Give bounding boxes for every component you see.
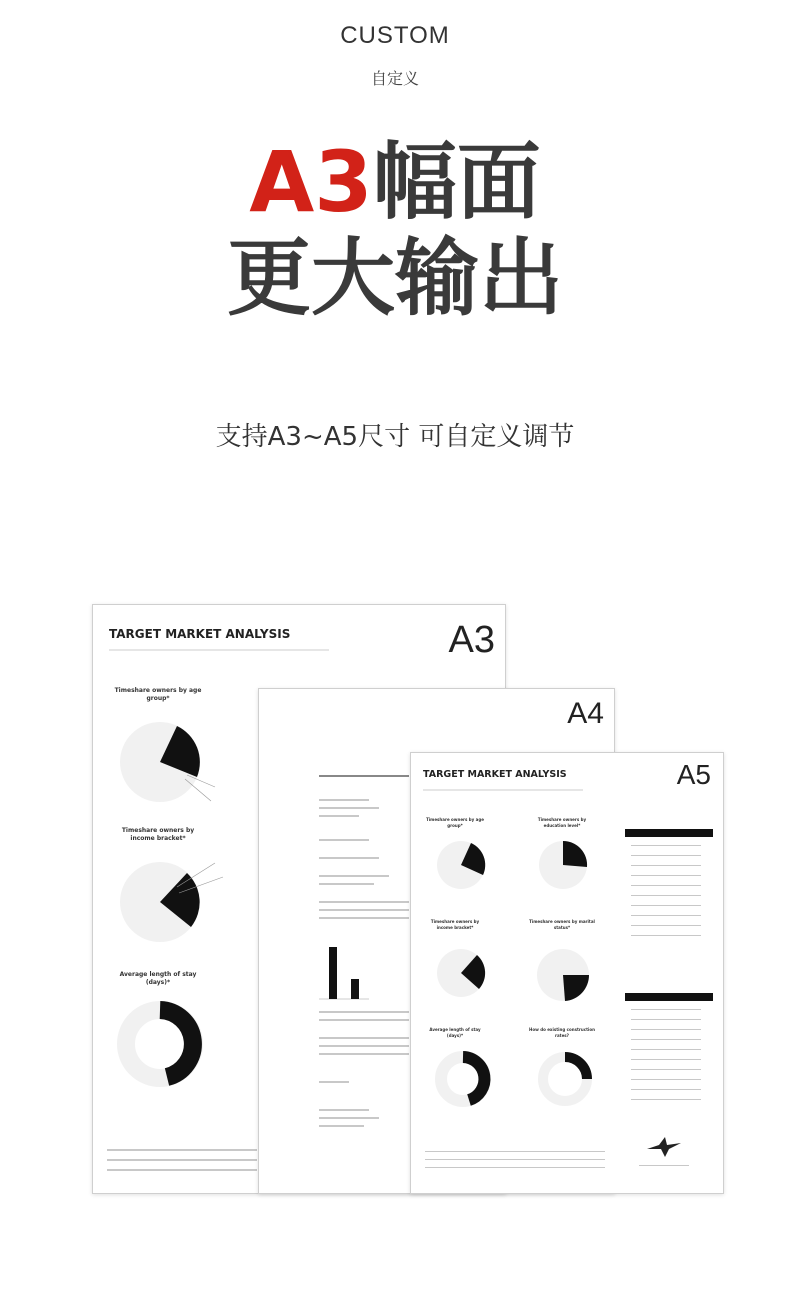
a3-doc-title: TARGET MARKET ANALYSIS <box>109 627 291 641</box>
a3-chart-2-label: Timeshare owners by income bracket* <box>121 827 195 842</box>
a5-pie-income <box>433 945 503 1005</box>
a5-footnote-line <box>425 1151 605 1152</box>
header-title-en: CUSTOM <box>340 22 450 49</box>
a5-chart-3-label: Timeshare owners by income bracket* <box>430 919 480 930</box>
a4-text-line <box>319 1045 409 1047</box>
a5-pie-age <box>433 837 503 897</box>
a3-footnote-line <box>107 1169 257 1171</box>
sheet-a5 <box>410 752 724 1194</box>
a4-text-line <box>319 883 374 885</box>
a5-table-1-row <box>631 915 701 916</box>
a5-bird-logo-icon <box>645 1135 685 1159</box>
a5-table-1-row <box>631 865 701 866</box>
subline: 支持A3~A5尺寸 可自定义调节 <box>215 422 575 452</box>
a5-size-label: A5 <box>676 759 711 790</box>
a5-table-1-row <box>631 845 701 846</box>
headline-line-1-rest: 幅面 <box>372 133 541 231</box>
a5-table-2-row <box>631 1059 701 1060</box>
a4-text-line <box>319 807 379 809</box>
a3-subtitle-line <box>109 649 329 651</box>
a4-text-line <box>319 901 409 903</box>
header-title-cn: 自定义 <box>370 69 419 88</box>
a4-text-line <box>319 909 409 911</box>
a5-table-2-header <box>625 993 713 1001</box>
a3-chart-3-label: Average length of stay (days)* <box>119 971 197 986</box>
a5-table-2-row <box>631 1049 701 1050</box>
a5-table-2-row <box>631 1089 701 1090</box>
a5-table-1-row <box>631 895 701 896</box>
a5-table-2-row <box>631 1019 701 1020</box>
a4-text-line <box>319 1011 409 1013</box>
a5-table-1-row <box>631 855 701 856</box>
a5-footnote-line <box>425 1159 605 1160</box>
a4-text-line <box>319 839 369 841</box>
a5-chart-5-label: Average length of stay (days)* <box>429 1027 481 1038</box>
a5-table-2-row <box>631 1039 701 1040</box>
a5-doc-title: TARGET MARKET ANALYSIS <box>423 769 567 780</box>
a5-chart-1-label: Timeshare owners by age group* <box>426 817 484 828</box>
a5-table-2-row <box>631 1099 701 1100</box>
a5-donut-stay <box>433 1047 503 1111</box>
a5-table-2-row <box>631 1079 701 1080</box>
a5-table-1-header <box>625 829 713 837</box>
a3-footnote-line <box>107 1149 257 1151</box>
a4-text-line <box>319 1053 409 1055</box>
a3-size-label: A3 <box>448 619 495 661</box>
a5-table-2-row <box>631 1009 701 1010</box>
a4-text-line <box>319 1125 364 1127</box>
a5-table-1-row <box>631 925 701 926</box>
a5-table-1-row <box>631 885 701 886</box>
a5-pie-education <box>535 837 605 897</box>
a5-pie-marital <box>535 945 605 1009</box>
a5-donut-construction <box>535 1047 605 1111</box>
a4-text-line <box>319 799 369 801</box>
a5-footnote-line <box>425 1167 605 1168</box>
a3-pie-income <box>115 857 255 947</box>
a4-bar-chart <box>317 939 373 1001</box>
headline-line-2: 更大输出 <box>226 229 563 327</box>
a5-chart-6-label: How do existing construction rates? <box>529 1027 595 1038</box>
a3-footnote-line <box>107 1159 257 1161</box>
headline-accent: A3 <box>249 133 373 231</box>
a5-table-1-row <box>631 905 701 906</box>
a4-size-label: A4 <box>567 697 604 730</box>
a4-text-line <box>319 1019 409 1021</box>
a5-chart-4-label: Timeshare owners by marital status* <box>529 919 595 930</box>
a4-text-line <box>319 917 409 919</box>
a4-text-line <box>319 815 359 817</box>
a4-rule <box>319 775 409 777</box>
a3-pie-age <box>115 717 245 807</box>
a5-table-2-row <box>631 1029 701 1030</box>
a5-chart-2-label: Timeshare owners by education level* <box>537 817 587 828</box>
a5-table-1-row <box>631 935 701 936</box>
a5-logo-caption <box>639 1165 689 1166</box>
a4-text-line <box>319 1081 349 1083</box>
a5-table-1-row <box>631 875 701 876</box>
a5-table-2-row <box>631 1069 701 1070</box>
a4-text-line <box>319 857 379 859</box>
a3-chart-1-label: Timeshare owners by age group* <box>114 687 202 702</box>
a3-donut-stay <box>115 999 225 1089</box>
a4-text-line <box>319 1037 409 1039</box>
a5-subtitle-line <box>423 789 583 791</box>
a4-text-line <box>319 1109 369 1111</box>
a4-text-line <box>319 875 389 877</box>
headline-line-1 <box>0 133 790 231</box>
a4-text-line <box>319 1117 379 1119</box>
